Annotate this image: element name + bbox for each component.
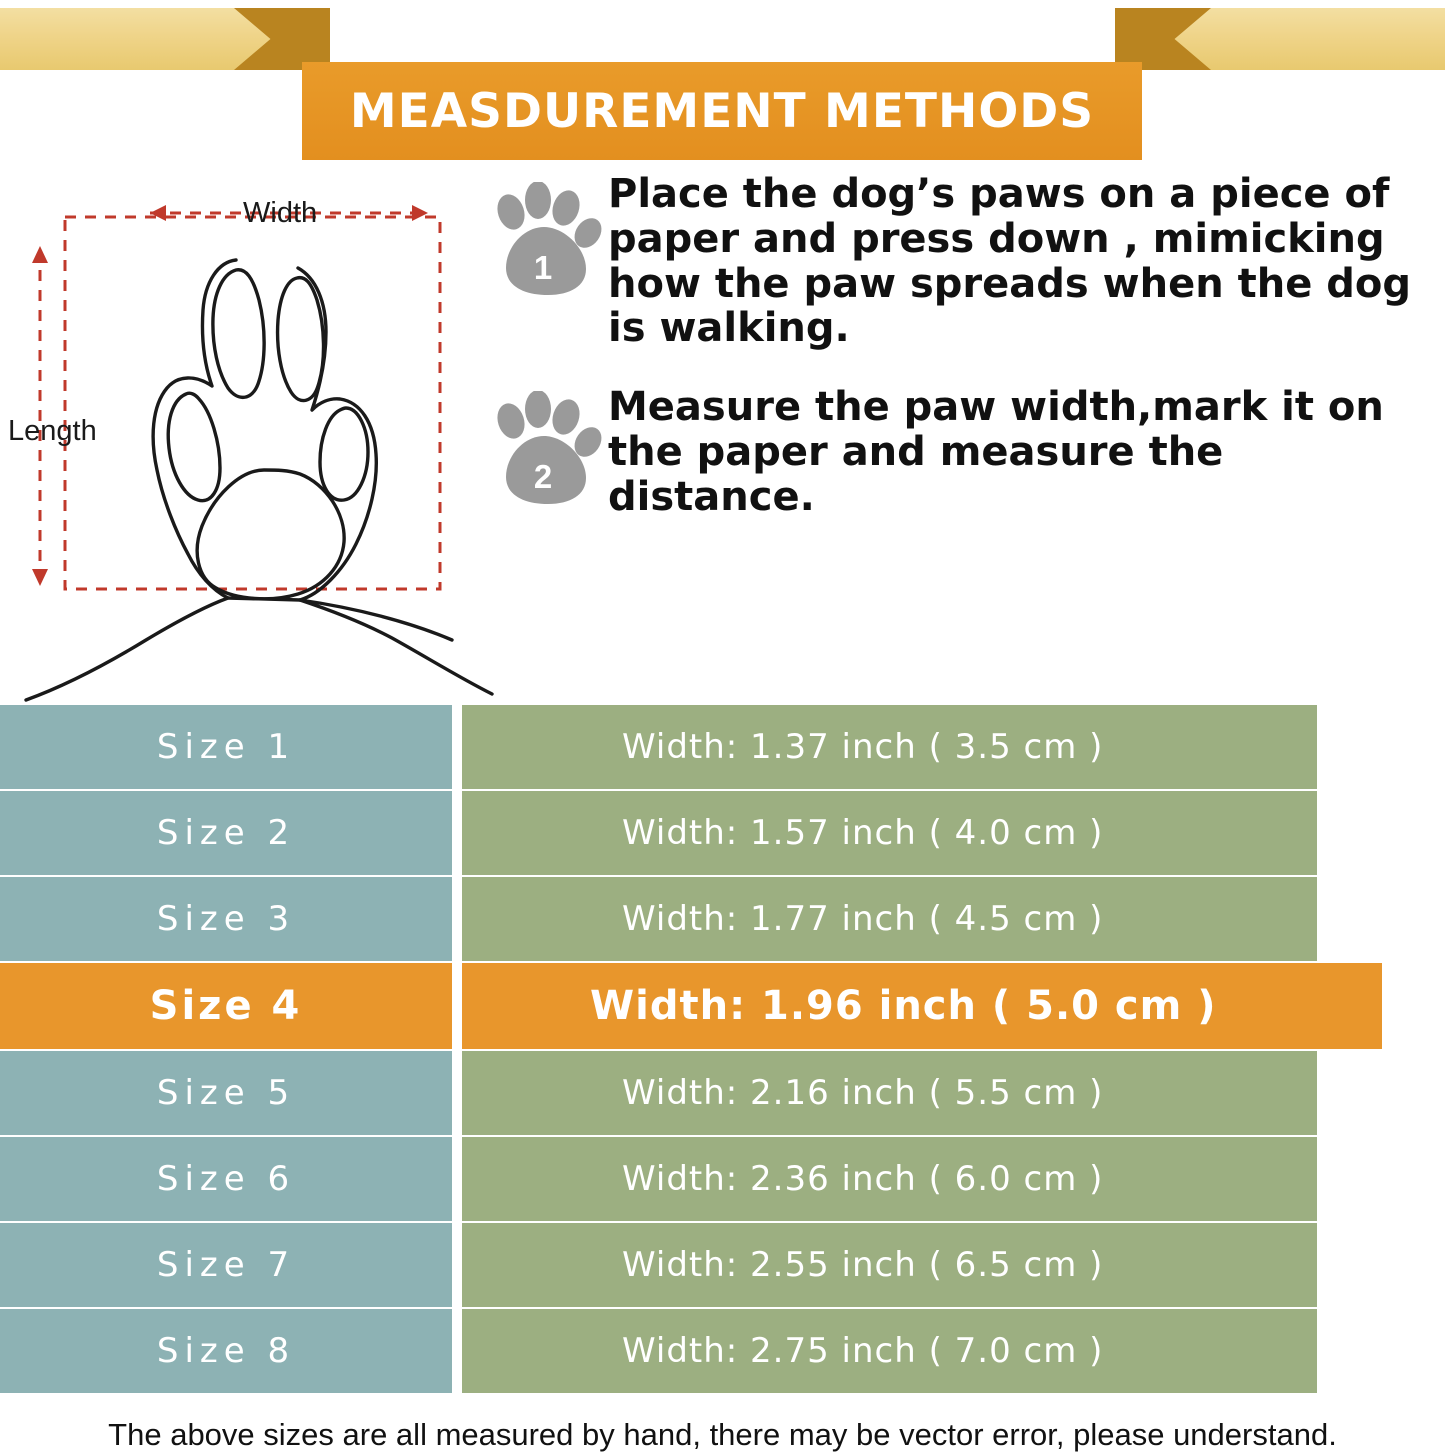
table-row — [0, 1137, 1445, 1221]
instructions-section — [0, 170, 1445, 705]
page-title: MEASDUREMENT METHODS — [349, 83, 1095, 139]
step-item — [486, 170, 1438, 351]
size-label: Size 4 — [0, 963, 452, 1049]
step-text: Place the dog’s paws on a piece of paper and press down , mimicking how the paw spreads when the dog is walking. — [608, 171, 1412, 352]
table-row — [0, 877, 1445, 961]
table-row — [0, 791, 1445, 875]
width-value: Width: 2.75 inch ( 7.0 cm ) — [462, 1309, 1317, 1393]
size-label: Size 3 — [0, 877, 452, 961]
table-row — [0, 705, 1445, 789]
paw-icon — [486, 391, 608, 509]
table-row — [0, 1223, 1445, 1307]
width-value: Width: 1.57 inch ( 4.0 cm ) — [462, 791, 1317, 875]
header-banner — [0, 0, 1445, 170]
size-table — [0, 705, 1445, 1393]
size-label: Size 1 — [0, 705, 452, 789]
steps-list — [486, 170, 1438, 548]
width-value: Width: 1.37 inch ( 3.5 cm ) — [462, 705, 1317, 789]
size-label: Size 2 — [0, 791, 452, 875]
table-row-highlighted — [0, 963, 1445, 1049]
size-label: Size 5 — [0, 1051, 452, 1135]
table-row — [0, 1309, 1445, 1393]
width-value: Width: 1.77 inch ( 4.5 cm ) — [462, 877, 1317, 961]
table-row — [0, 1051, 1445, 1135]
size-label: Size 6 — [0, 1137, 452, 1221]
width-value: Width: 2.55 inch ( 6.5 cm ) — [462, 1223, 1317, 1307]
paw-measurement-diagram — [0, 170, 520, 705]
step-item — [486, 379, 1438, 519]
banner-title-box — [302, 62, 1142, 160]
step-number: 2 — [533, 458, 553, 496]
width-value: Width: 2.36 inch ( 6.0 cm ) — [462, 1137, 1317, 1221]
size-label: Size 7 — [0, 1223, 452, 1307]
footer-note: The above sizes are all measured by hand, there may be vector error, please understand. — [108, 1417, 1337, 1452]
diagram-width-label: Width — [243, 197, 318, 229]
width-value: Width: 2.16 inch ( 5.5 cm ) — [462, 1051, 1317, 1135]
size-label: Size 8 — [0, 1309, 452, 1393]
paw-icon — [486, 182, 608, 300]
width-value: Width: 1.96 inch ( 5.0 cm ) — [462, 963, 1382, 1049]
diagram-length-label: Length — [8, 415, 97, 447]
step-text: Measure the paw width,mark it on the paper and measure the distance. — [608, 384, 1384, 520]
step-number: 1 — [533, 249, 553, 286]
